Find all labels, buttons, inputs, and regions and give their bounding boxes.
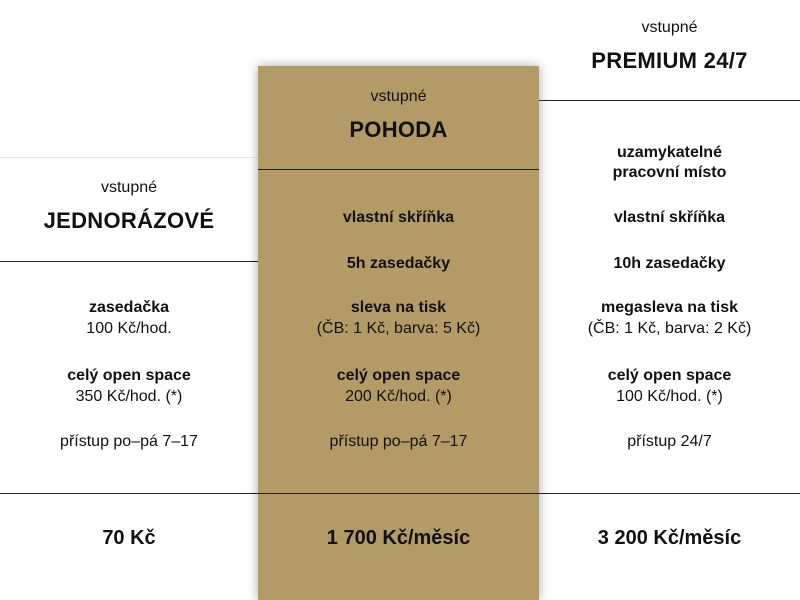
plan-label: vstupné xyxy=(100,179,158,196)
plan-label: vstupné xyxy=(641,19,698,36)
feature-title: vlastní skříňka xyxy=(342,209,455,226)
feature-detail: 100 Kč/hod. (*) xyxy=(616,388,723,405)
plan-jednorazove xyxy=(0,0,258,600)
feature-title: zasedačka xyxy=(88,299,170,316)
divider xyxy=(0,261,258,262)
feature-title: pracovní místo xyxy=(612,164,727,181)
plan-price: 1 700 Kč/měsíc xyxy=(326,527,471,549)
plan-name: PREMIUM 24/7 xyxy=(591,48,748,73)
feature-title: uzamykatelné xyxy=(617,144,722,161)
feature-detail: 100 Kč/hod. xyxy=(86,320,172,337)
plan-pohoda xyxy=(258,0,539,600)
feature-detail: 200 Kč/hod. (*) xyxy=(345,388,452,405)
feature-title: 10h zasedačky xyxy=(613,255,726,272)
feature-detail: (ČB: 1 Kč, barva: 2 Kč) xyxy=(587,320,752,337)
feature-title: celý open space xyxy=(607,367,732,384)
feature-detail: 350 Kč/hod. (*) xyxy=(75,388,183,405)
feature-detail: (ČB: 1 Kč, barva: 5 Kč) xyxy=(316,320,481,337)
divider xyxy=(258,169,539,170)
divider xyxy=(539,100,800,101)
plan-premium xyxy=(539,0,800,600)
plan-label: vstupné xyxy=(370,88,427,105)
divider xyxy=(539,493,800,494)
feature-title: celý open space xyxy=(336,367,461,384)
feature-title: celý open space xyxy=(67,367,191,384)
feature-title: sleva na tisk xyxy=(350,299,447,316)
feature-title: vlastní skříňka xyxy=(613,209,726,226)
divider xyxy=(0,493,258,494)
plan-name: POHODA xyxy=(349,117,448,142)
plan-price: 70 Kč xyxy=(102,527,156,549)
feature-detail: přístup 24/7 xyxy=(627,433,712,450)
feature-detail: přístup po–pá 7–17 xyxy=(60,433,198,450)
feature-title: megasleva na tisk xyxy=(601,299,738,316)
plan-price: 3 200 Kč/měsíc xyxy=(597,527,742,549)
plan-name: JEDNORÁZOVÉ xyxy=(43,208,215,233)
divider xyxy=(258,493,539,494)
feature-detail: přístup po–pá 7–17 xyxy=(329,433,468,450)
feature-title: 5h zasedačky xyxy=(346,255,451,272)
divider xyxy=(0,157,258,158)
